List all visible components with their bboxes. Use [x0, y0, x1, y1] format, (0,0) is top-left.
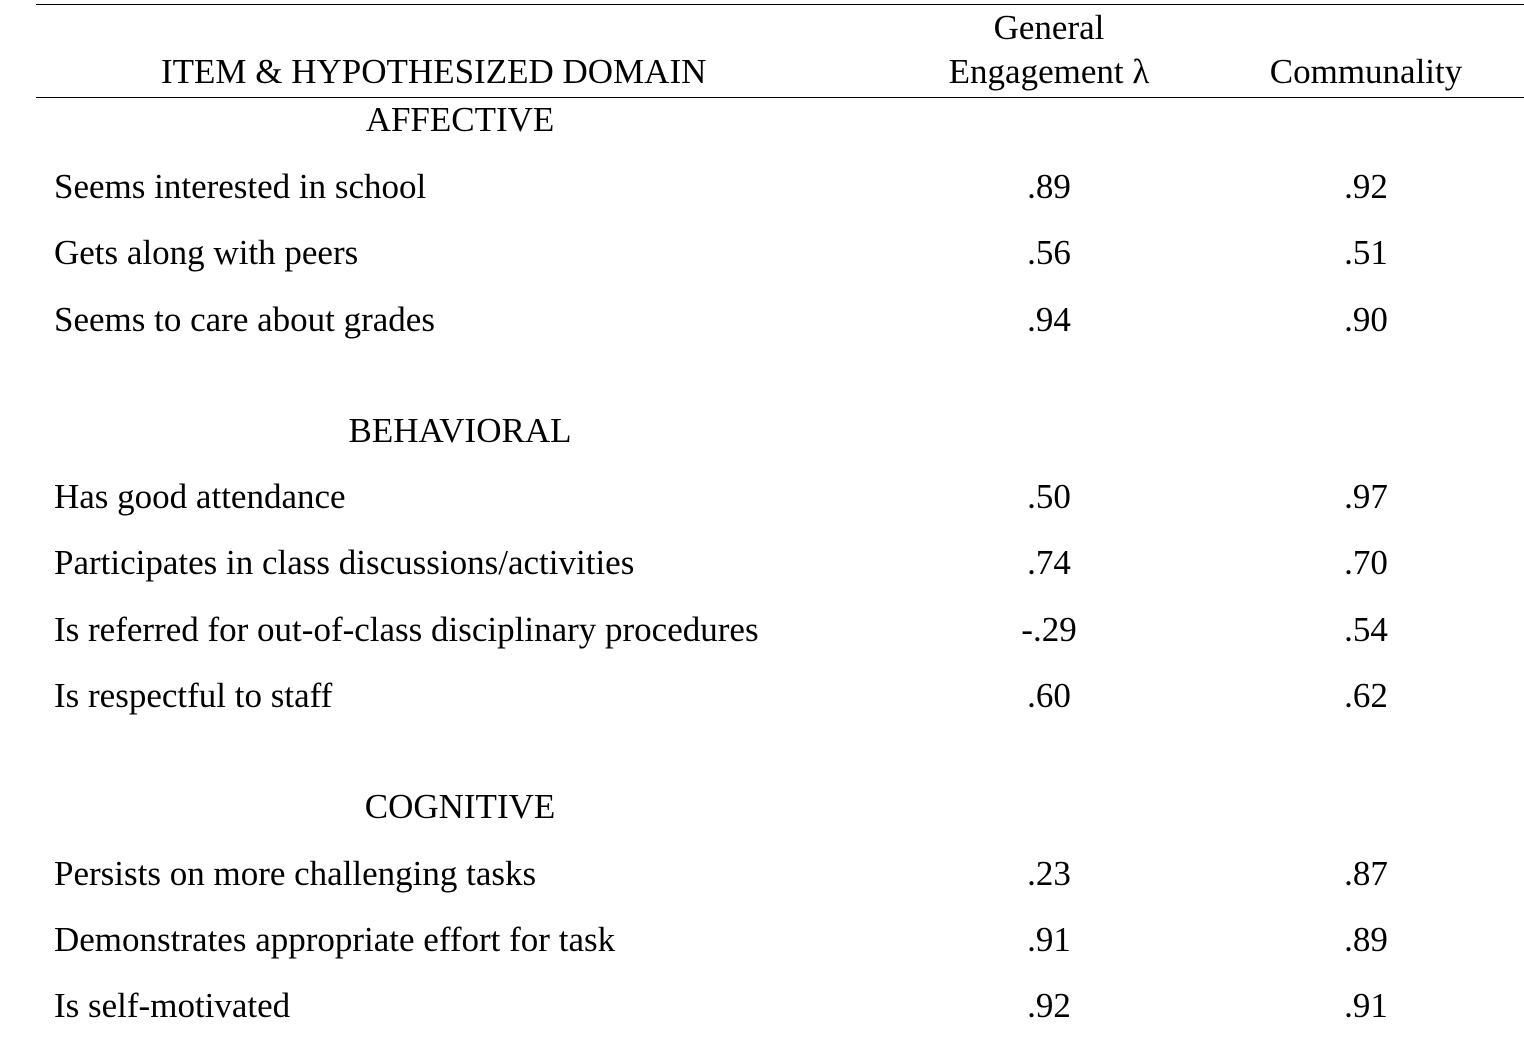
table-cell-lambda: .60 [1027, 676, 1071, 715]
table-cell-lambda: .23 [1027, 854, 1071, 893]
header-item-domain: ITEM & HYPOTHESIZED DOMAIN [161, 52, 707, 91]
header-communality: Communality [1269, 52, 1463, 91]
table-row-label: Persists on more challenging tasks [54, 854, 537, 893]
table-cell-lambda: .94 [1027, 300, 1071, 339]
header-bottom-rule [36, 97, 1524, 98]
table-row-label: Seems to care about grades [54, 300, 435, 339]
table-cell-communality: .92 [1344, 167, 1388, 206]
table-row-label: Has good attendance [54, 477, 346, 516]
table-row-label: Is self-motivated [54, 986, 291, 1025]
table-cell-communality: .51 [1344, 233, 1388, 272]
table-cell-lambda: .74 [1027, 543, 1071, 582]
table-row-label: Is referred for out-of-class disciplinary procedures [54, 610, 759, 649]
table-cell-communality: .97 [1344, 477, 1388, 516]
table-cell-communality: .89 [1344, 920, 1388, 959]
table-cell-communality: .62 [1344, 676, 1388, 715]
table-row-label: Gets along with peers [54, 233, 359, 272]
table-cell-lambda: .50 [1027, 477, 1071, 516]
table-row-label: Is respectful to staff [54, 676, 333, 715]
table-cell-communality: .90 [1344, 300, 1388, 339]
table-cell-communality: .87 [1344, 854, 1388, 893]
table-cell-communality: .91 [1344, 986, 1388, 1025]
table-top-rule [36, 4, 1524, 5]
table-cell-lambda: .91 [1027, 920, 1071, 959]
table-cell-lambda: .92 [1027, 986, 1071, 1025]
header-general-engagement-line2: Engagement λ [948, 52, 1150, 91]
table-cell-lambda: -.29 [1021, 610, 1077, 649]
table-cell-communality: .70 [1344, 543, 1388, 582]
table-cell-lambda: .89 [1027, 167, 1071, 206]
header-general-engagement-line1: General [993, 8, 1105, 47]
table-row-label: Participates in class discussions/activities [54, 543, 635, 582]
table-row-label: Demonstrates appropriate effort for task [54, 920, 616, 959]
table-cell-lambda: .56 [1027, 233, 1071, 272]
domain-heading-cognitive: COGNITIVE [364, 787, 556, 826]
domain-heading-behavioral: BEHAVIORAL [348, 411, 572, 450]
table-row-label: Seems interested in school [54, 167, 427, 206]
domain-heading-affective: AFFECTIVE [365, 100, 555, 139]
table-cell-communality: .54 [1344, 610, 1388, 649]
